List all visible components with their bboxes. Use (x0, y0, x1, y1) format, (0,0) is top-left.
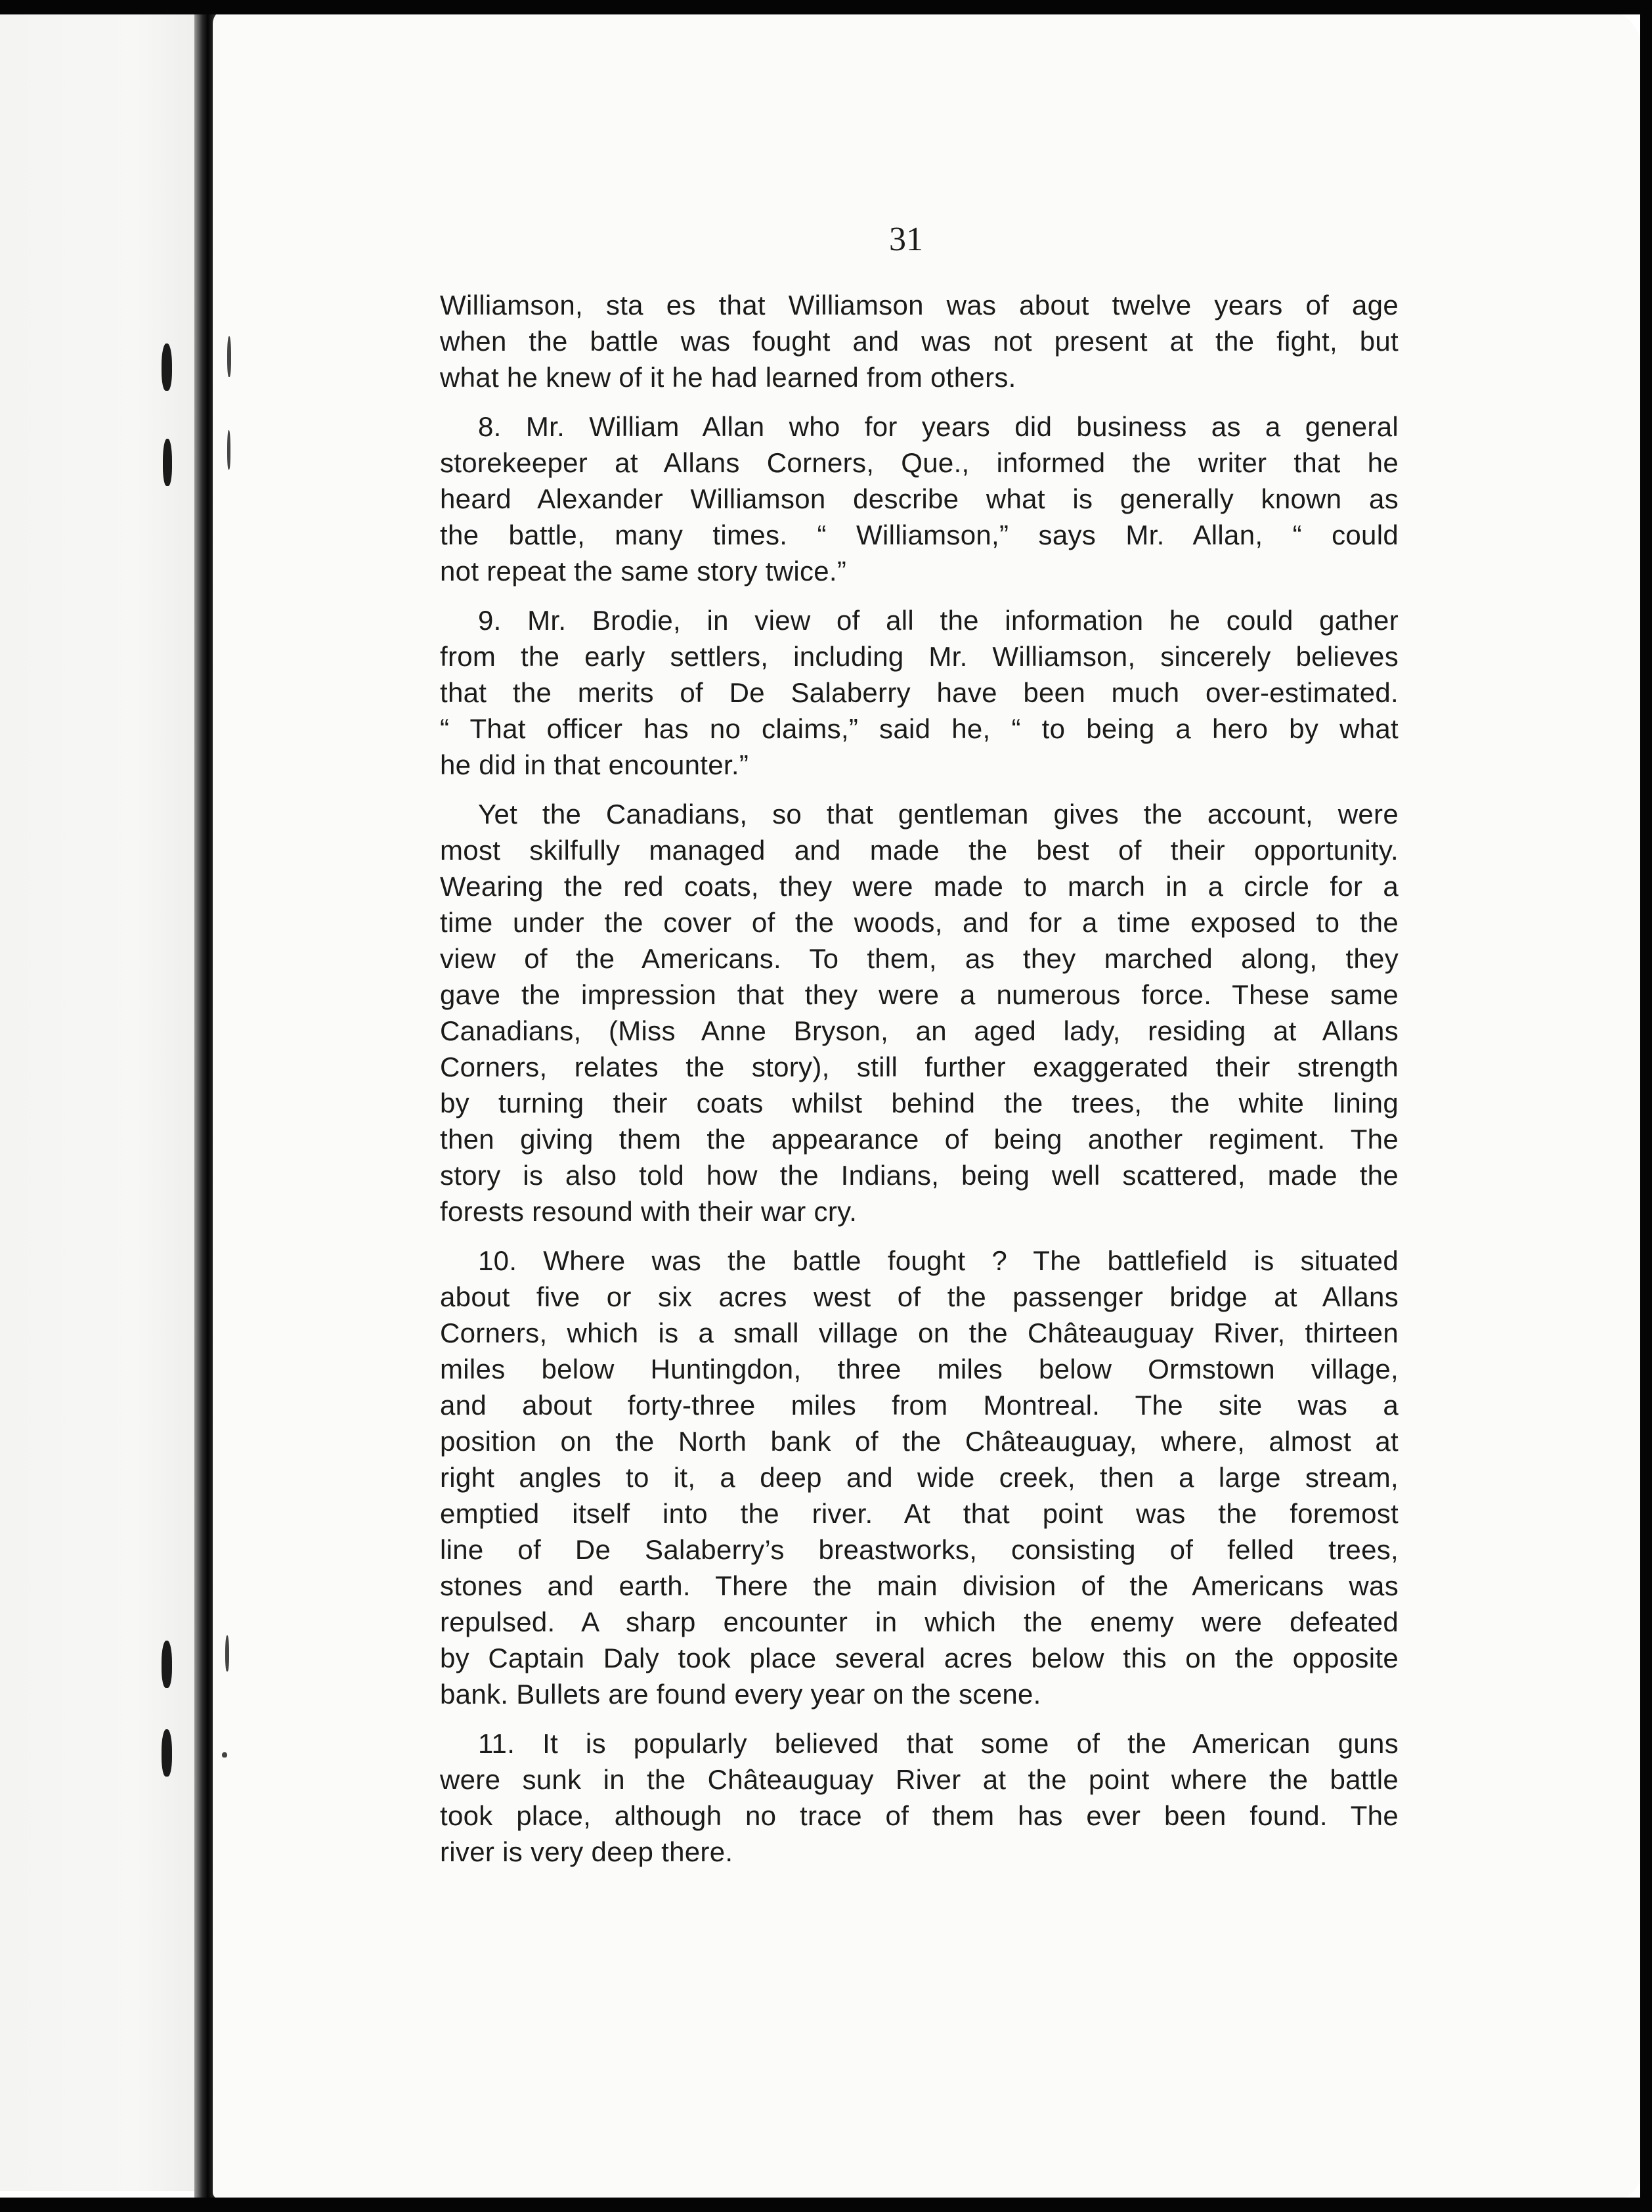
text-line: 8. Mr. William Allan who for years did business as a general (478, 411, 1399, 442)
text-line: “ That officer has no claims,” said he, “ to being a hero by what (440, 713, 1399, 744)
paragraph-gap (440, 1712, 1399, 1725)
text-line: emptied itself into the river. At that point was the foremost (440, 1498, 1399, 1529)
text-line: by Captain Daly took place several acres below this on the opposite (440, 1643, 1399, 1673)
text-line: Corners, which is a small village on the Châteauguay River, thirteen (440, 1317, 1399, 1348)
binding-mark (163, 439, 172, 486)
text-line: time under the cover of the woods, and for a time exposed to the (440, 907, 1399, 938)
binding-mark (162, 1729, 172, 1777)
text-line: line of De Salaberry’s breastworks, consisting of felled trees, (440, 1534, 1399, 1565)
text-line: most skilfully managed and made the best of their opportunity. (440, 835, 1399, 866)
paragraph-gap (440, 589, 1399, 602)
text-line: stones and earth. There the main division of the Americans was (440, 1570, 1399, 1601)
text-line: bank. Bullets are found every year on the scene. (440, 1679, 1041, 1710)
text-line: from the early settlers, including Mr. Williamson, sincerely believes (440, 641, 1399, 672)
text-line: position on the North bank of the Châteauguay, where, almost at (440, 1426, 1399, 1457)
margin-mark (222, 1752, 227, 1758)
margin-mark (227, 430, 230, 470)
text-line: Corners, relates the story), still further exaggerated their strength (440, 1051, 1399, 1082)
text-line: what he knew of it he had learned from others. (440, 362, 1016, 393)
text-line: Canadians, (Miss Anne Bryson, an aged lady, residing at Allans (440, 1015, 1399, 1046)
text-line: story is also told how the Indians, being well scattered, made the (440, 1160, 1399, 1191)
paragraph-item-8 (440, 409, 1399, 589)
paragraph-gap (440, 783, 1399, 796)
binding-mark (162, 1641, 172, 1688)
text-line: miles below Huntingdon, three miles below Ormstown village, (440, 1354, 1399, 1384)
text-line: river is very deep there. (440, 1836, 733, 1867)
text-line: view of the Americans. To them, as they marched along, they (440, 943, 1399, 974)
text-line: Wearing the red coats, they were made to march in a circle for a (440, 871, 1399, 902)
paragraph-item-9 (440, 602, 1399, 783)
text-line: repulsed. A sharp encounter in which the enemy were defeated (440, 1606, 1399, 1637)
text-line: Williamson, sta es that Williamson was about twelve years of age (440, 290, 1399, 321)
text-line: heard Alexander Williamson describe what is generally known as (440, 483, 1399, 514)
text-line: when the battle was fought and was not present at the fight, but (440, 326, 1399, 357)
binding-mark (162, 343, 172, 391)
text-line: then giving them the appearance of being another regiment. The (440, 1124, 1399, 1155)
paragraph-gap (440, 1229, 1399, 1243)
text-line: not repeat the same story twice.” (440, 556, 847, 586)
text-line: 9. Mr. Brodie, in view of all the information he could gather (478, 605, 1399, 636)
paragraph-item-11 (440, 1725, 1399, 1870)
text-line: he did in that encounter.” (440, 749, 749, 780)
text-line: that the merits of De Salaberry have been much over-estimated. (440, 677, 1399, 708)
text-line: gave the impression that they were a numerous force. These same (440, 979, 1399, 1010)
paragraph-continuation (440, 287, 1399, 395)
text-line: the battle, many times. “ Williamson,” says Mr. Allan, “ could (440, 520, 1399, 550)
text-line: took place, although no trace of them has ever been found. The (440, 1800, 1399, 1831)
text-line: 10. Where was the battle fought ? The battlefield is situated (478, 1245, 1399, 1276)
text-line: storekeeper at Allans Corners, Que., informed the writer that he (440, 447, 1399, 478)
scan-frame-top (0, 0, 1652, 14)
text-line: forests resound with their war cry. (440, 1196, 858, 1227)
text-line: were sunk in the Châteauguay River at the point where the battle (440, 1764, 1399, 1795)
text-line: about five or six acres west of the passenger bridge at Allans (440, 1281, 1399, 1312)
text-line: right angles to it, a deep and wide creek, then a large stream, (440, 1462, 1399, 1493)
paragraph-yet-canadians (440, 796, 1399, 1229)
text-line: and about forty-three miles from Montreal. The site was a (440, 1390, 1399, 1421)
text-line: 11. It is popularly believed that some of the American guns (478, 1728, 1399, 1759)
scan-frame-bottom (0, 2198, 1652, 2212)
text-line: by turning their coats whilst behind the trees, the white lining (440, 1088, 1399, 1118)
text-line: Yet the Canadians, so that gentleman gives the account, were (478, 799, 1399, 830)
page-number: 31 (889, 221, 923, 258)
margin-mark (225, 1635, 229, 1671)
paragraph-gap (440, 395, 1399, 409)
scan-frame-right (1640, 0, 1652, 2212)
body-text (440, 287, 1399, 1870)
previous-page-edge (0, 12, 196, 2191)
paragraph-item-10 (440, 1243, 1399, 1712)
margin-mark (227, 336, 231, 377)
